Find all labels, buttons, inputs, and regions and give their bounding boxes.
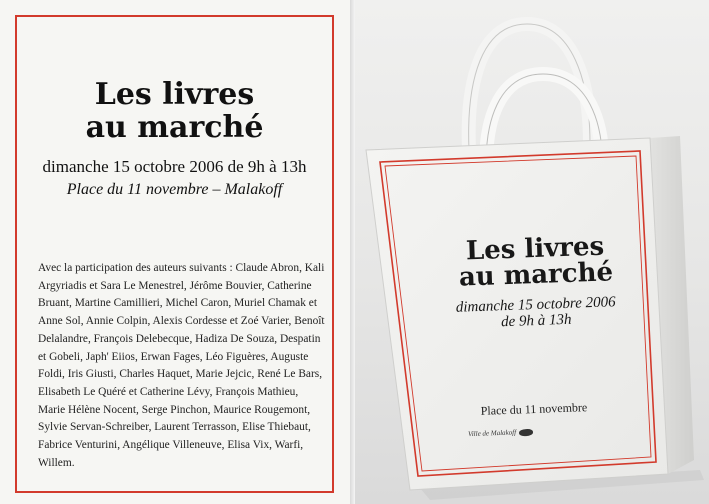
flyer-title-line-1: Les livres	[94, 77, 255, 112]
bag-title	[427, 232, 644, 291]
flyer-place: Place du 11 novembre – Malakoff	[66, 181, 283, 198]
bag-title-line-1: Les livres	[465, 231, 605, 267]
flyer-authors-list: Avec la participation des auteurs suivants : Claude Abron, Kali Argyriadis et Sara Le Menestrel, Jérôme Bouvier, Catherine Bruant, Martine Camillieri, Michel Caron, Muriel Chamak et Anne Sol, Annie Colpin, Alexis Cordesse et Zoé Varier, Benoît Delalandre, François Delebecque, Hadiza De Souza, Despatin et Gobeli, Japh' Eiios, Erwan Fages, Léo Figuères, Auguste Foldi, Iris Giusti, Charles Haquet, Marie Jejcic, René Le Bars, Elisabeth Le Quéré et Catherine Lévy, François Mathieu, Marie Hélène Nocent, Serge Pinchon, Maurice Rougemont, Sylvie Servan-Schreiber, Laurent Terrasson, Elise Thiebaut, Fabrice Venturini, Angélique Villeneuve, Elisa Vix, Warfi, Willem.	[38, 262, 325, 469]
bag-logo-text: Ville de Malakoff	[467, 428, 517, 439]
flyer-title-line-2: au marché	[85, 110, 264, 145]
bag-date-line-2: de 9h à 13h	[500, 311, 572, 331]
bag-logo-mark-icon	[519, 429, 533, 436]
bag-title-line-2: au marché	[458, 257, 614, 293]
bag-place: Place du 11 novembre	[480, 400, 588, 418]
bag-date-line-1: dimanche 15 octobre 2006	[455, 294, 616, 316]
flyer-date: dimanche 15 octobre 2006 de 9h à 13h	[42, 157, 307, 176]
